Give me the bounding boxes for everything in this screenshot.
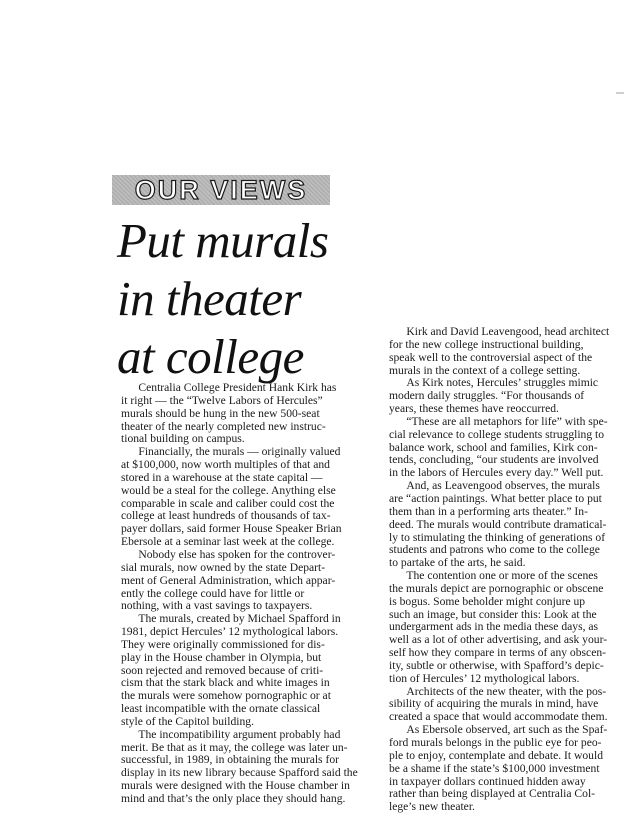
body-text-line: play in the House chamber in Olympia, but (121, 650, 322, 664)
body-text-line: ity, subtle or otherwise, with Spafford’s depic- (389, 658, 604, 672)
body-text-line: stored in a warehouse at the state capital — (121, 470, 323, 484)
body-text-line: the murals were somehow pornographic or at (121, 689, 331, 703)
body-text-line: would be a steal for the college. Anything else (121, 483, 336, 497)
body-text-line: 1981, depict Hercules’ 12 mythological labors. (121, 625, 339, 639)
body-text-line: They were originally commissioned for dis- (121, 637, 325, 651)
body-text-line: least incompatible with the ornate classical (121, 702, 321, 716)
headline-line: Put murals (117, 213, 329, 268)
body-text-line: the murals depict are pornographic or obscene (389, 581, 604, 595)
body-text-line: lege’s new theater. (389, 800, 475, 814)
body-text-line: murals were designed with the House chamber in (121, 779, 350, 793)
left-column (121, 381, 358, 806)
section-label: OUR VIEWS (134, 174, 308, 205)
body-text-line: ple to enjoy, contemplate and debate. It would (389, 748, 603, 762)
body-text-line: undergarment ads in the media these days, as (389, 620, 599, 634)
body-text-line: self how they compare in terms of any obscen- (389, 646, 606, 660)
body-text-line: soon rejected and removed because of criti- (121, 663, 324, 677)
body-text-line: Centralia College President Hank Kirk has (121, 381, 337, 394)
body-text-line: murals in the context of a college setting. (389, 363, 581, 377)
body-text-line: sibility of acquiring the murals in mind, have (389, 697, 599, 711)
body-text-line: Nobody else has spoken for the controver- (121, 547, 336, 561)
body-text-line: Financially, the murals — originally valued (121, 445, 341, 459)
body-text-line: such an image, but consider this: Look at the (389, 607, 597, 621)
body-text-line: be a shame if the state’s $100,000 investment (389, 761, 600, 775)
body-text-line: them than in a performing arts theater.” In- (389, 504, 588, 518)
body-text-line: ford murals belongs in the public eye for peo- (389, 736, 602, 749)
body-text-line: The murals, created by Michael Spafford in (121, 612, 341, 626)
body-text-line: style of the Capitol building. (121, 714, 254, 728)
body-text-line: payer dollars, said former House Speaker Brian (121, 522, 342, 536)
body-text-line: it right — the “Twelve Labors of Hercules” (121, 393, 323, 407)
body-text-line: tional building on campus. (121, 432, 245, 446)
body-text-line: cial relevance to college students struggling to (389, 427, 605, 441)
headline-line: in theater (117, 271, 302, 326)
right-column (389, 326, 617, 814)
headline (117, 212, 328, 386)
body-text-line: “These are all metaphors for life” with spe- (389, 414, 608, 428)
body-text-line: ly to stimulating the thinking of generations of (389, 530, 606, 544)
body-text-line: theater of the nearly completed new instruc- (121, 419, 326, 433)
body-text-line: As Ebersole observed, art such as the Spaf- (389, 723, 608, 737)
body-text-line: college at least hundreds of thousands of tax- (121, 509, 331, 523)
body-text-line: comparable in scale and caliber could cost the (121, 496, 335, 510)
body-text-line: in taxpayer dollars continued hidden away (389, 774, 586, 788)
body-text-line: Architects of the new theater, with the pos- (389, 684, 607, 698)
body-text-line: rather than being displayed at Centralia Col- (389, 787, 596, 801)
body-text-line: mind and that’s the only place they should hang. (121, 792, 346, 805)
body-text-line: in the labors of Hercules every day.” Well put. (389, 466, 604, 480)
body-text-line: murals should be hung in the new 500-seat (121, 406, 320, 420)
body-text-line: tends, concluding, “our students are involved (389, 453, 599, 467)
body-text-line: speak well to the controversial aspect of the (389, 350, 593, 364)
body-text-line: at $100,000, now worth multiples of that and (121, 458, 330, 472)
body-text-line: to partake of the arts, he said. (389, 556, 526, 570)
body-text-line: well as a lot of other advertising, and ask your- (389, 633, 608, 647)
scan-speck (616, 92, 624, 94)
body-text-line: Kirk and David Leavengood, head architect (389, 325, 610, 338)
body-text-line: sial murals, now owned by the state Depart- (121, 560, 326, 574)
body-text-line: for the new college instructional building, (389, 337, 584, 351)
body-text-line: The incompatibility argument probably had (121, 727, 341, 741)
body-text-line: Ebersole at a seminar last week at the college. (121, 535, 335, 549)
body-text-line: deed. The murals would contribute dramatical- (389, 517, 607, 531)
body-text-line: balance work, school and families, Kirk con- (389, 440, 598, 454)
body-text-line: years, these themes have reoccurred. (389, 402, 559, 416)
body-text-line: ently the college could have for little or (121, 586, 305, 600)
body-text-line: And, as Leavengood observes, the murals (389, 479, 600, 493)
body-text-line: are “action paintings. What better place to put (389, 491, 602, 505)
body-text-line: As Kirk notes, Hercules’ struggles mimic (389, 376, 599, 390)
body-text-line: display in its new library because Spafford said the (121, 766, 358, 780)
body-text-line: nothing, with a vast savings to taxpayers. (121, 599, 313, 613)
body-text-line: modern daily struggles. “For thousands of (389, 389, 585, 403)
body-text-line: is bogus. Some beholder might conjure up (389, 594, 586, 608)
body-text-line: students and patrons who come to the college (389, 543, 600, 557)
body-text-line: ment of General Administration, which appar- (121, 573, 336, 587)
body-text-line: created a space that would accommodate them. (389, 710, 608, 724)
section-banner (112, 175, 330, 205)
headline-line: at college (117, 329, 304, 384)
body-text-line: merit. Be that as it may, the college was later un- (121, 740, 348, 754)
body-text-line: tion of Hercules’ 12 mythological labors. (389, 671, 580, 685)
body-text-line: cism that the stark black and white images in (121, 676, 330, 690)
body-text-line: The contention one or more of the scenes (389, 569, 598, 583)
body-text-line: successful, in 1989, in obtaining the murals for (121, 753, 339, 767)
